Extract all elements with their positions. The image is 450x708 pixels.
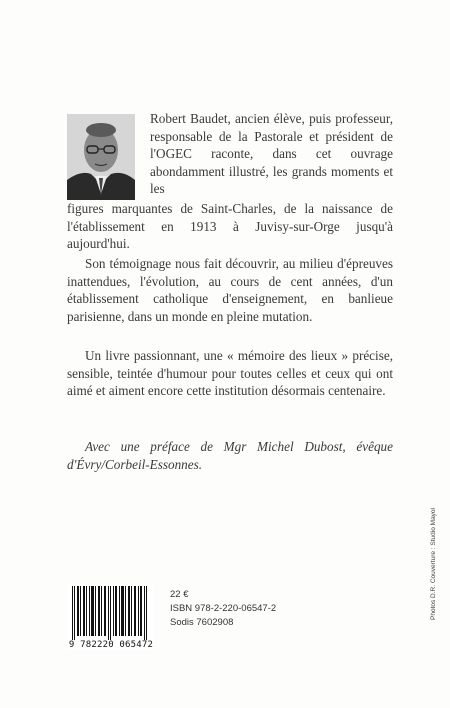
blurb-paragraph-1-continued: figures marquantes de Saint-Charles, de la naissance de l'établissement en 1913 à Juvisy-sur-Orge jusqu'à aujourd'hui.: [67, 201, 393, 252]
blurb-paragraph-3: Un livre passionnant, une « mémoire des lieux » précise, sensible, teintée d'humour pour toutes celles et ceux qui ont aimé et aiment encore cette institution désormais centenaire.: [67, 348, 393, 399]
preface-note: Avec une préface de Mgr Michel Dubost, évêque d'Évry/Corbeil-Essonnes.: [67, 439, 393, 472]
author-portrait: [67, 114, 135, 200]
barcode-bars: [68, 584, 154, 640]
price-isbn-block: [170, 588, 276, 630]
isbn: ISBN 978-2-220-06547-2: [170, 603, 277, 614]
blurb-paragraph-2: Son témoignage nous fait découvrir, au milieu d'épreuves inattendues, l'évolution, au cours de cent années, d'un établissement catholique d'enseignement, en banlieue parisienne, dans un monde en pleine mutation.: [67, 256, 393, 324]
barcode-digits: 9 782220 065472: [68, 640, 154, 650]
photo-credit: Photos D.R. Couverture : Studio Mayol: [430, 508, 437, 620]
blurb-paragraph-1: Robert Baudet, ancien élève, puis professeur, responsable de la Pastorale et président de l'OGEC raconte, dans cet ouvrage abondamment illustré, les grands moments et les: [150, 111, 393, 197]
price: 22 €: [170, 589, 189, 600]
sodis-code: Sodis 7602908: [170, 617, 234, 628]
